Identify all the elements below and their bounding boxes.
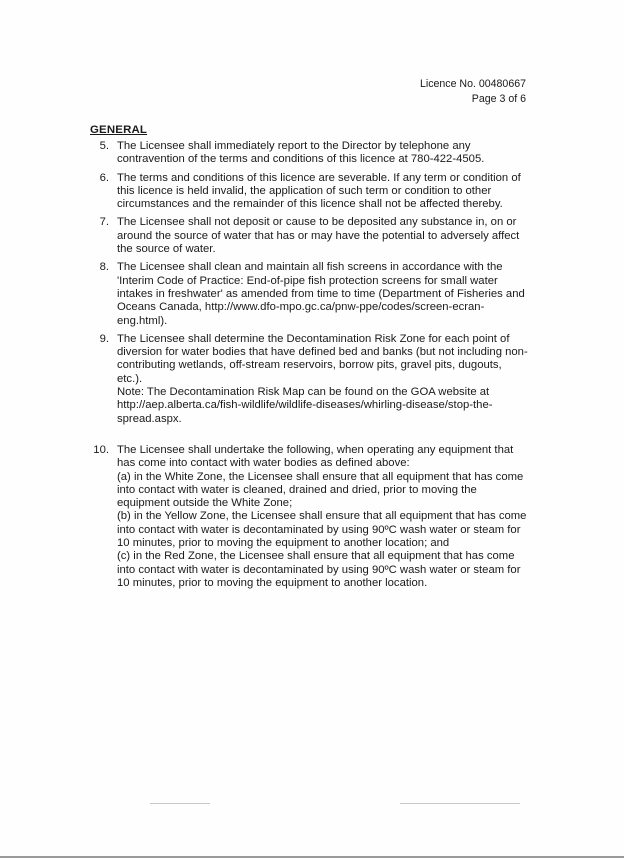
condition-item bbox=[89, 172, 529, 212]
item-number: 9. bbox=[99, 332, 109, 345]
item-number: 5. bbox=[99, 140, 109, 152]
condition-item bbox=[89, 444, 529, 590]
sub-clause-a: (a) in the White Zone, the Licensee shall ensure that all equipment that has come into contact with water is cleaned, drained and dried, prior to moving the equipment outside the White Zone; bbox=[117, 470, 524, 510]
condition-item bbox=[89, 140, 529, 167]
item-note: Note: The Decontamination Risk Map can be found on the GOA website at http://aep.alberta.ca/fish-wildlife/wildlife-diseases/whirling-disease/stop-the-spread.aspx. bbox=[117, 386, 493, 425]
item-text: The Licensee shall clean and maintain all fish screens in accordance with the 'Interim Code of Practice: End-of-pipe fish protection screens for small water intakes in freshwater' as amended from time to time (Department of Fisheries and Oceans Canada, http://www.dfo-mpo.gc.ca/pnw-ppe/codes/screen-ecran-eng.html). bbox=[117, 261, 525, 327]
condition-item bbox=[89, 216, 529, 256]
condition-item bbox=[89, 333, 529, 426]
item-number: 7. bbox=[99, 216, 109, 229]
item-text: The Licensee shall determine the Decontamination Risk Zone for each point of diversion for water bodies that have defined bed and banks (but not including non-contributing wetlands, off-stream reservoirs, borrow pits, gravel pits, dugouts, etc.). bbox=[117, 332, 528, 385]
page-header bbox=[420, 77, 526, 107]
item-text: The Licensee shall immediately report to the Director by telephone any contravention of the terms and conditions of this licence at 780-422-4505. bbox=[117, 140, 485, 166]
item-text: The Licensee shall undertake the following, when operating any equipment that has come into contact with water bodies as defined above: bbox=[117, 443, 514, 470]
scan-artifact bbox=[150, 803, 210, 804]
item-number: 10. bbox=[93, 443, 109, 456]
section-heading: GENERAL bbox=[90, 124, 148, 136]
sub-clause-b: (b) in the Yellow Zone, the Licensee shall ensure that all equipment that has come into contact with water is decontaminated by using 90ºC wash water or steam for 10 minutes, prior to moving the equipment to another location; and bbox=[117, 510, 527, 550]
condition-list bbox=[89, 140, 529, 595]
sub-clause-c: (c) in the Red Zone, the Licensee shall ensure that all equipment that has come into contact with water is decontaminated by using 90ºC wash water or steam for 10 minutes, prior to moving the equipment to another location. bbox=[117, 550, 521, 589]
item-text: The terms and conditions of this licence are severable. If any term or condition of this licence is held invalid, the application of such term or condition to other circumstances and the remainder of this licence shall not be affected thereby. bbox=[117, 171, 521, 211]
page-number: Page 3 of 6 bbox=[471, 93, 526, 105]
item-number: 8. bbox=[99, 261, 109, 274]
condition-item bbox=[89, 261, 529, 327]
licence-number: Licence No. 00480667 bbox=[419, 78, 526, 90]
item-number: 6. bbox=[99, 171, 109, 184]
item-text: The Licensee shall not deposit or cause to be deposited any substance in, on or around the source of water that has or may have the potential to adversely affect the source of water. bbox=[117, 216, 520, 256]
scan-artifact bbox=[400, 803, 520, 804]
